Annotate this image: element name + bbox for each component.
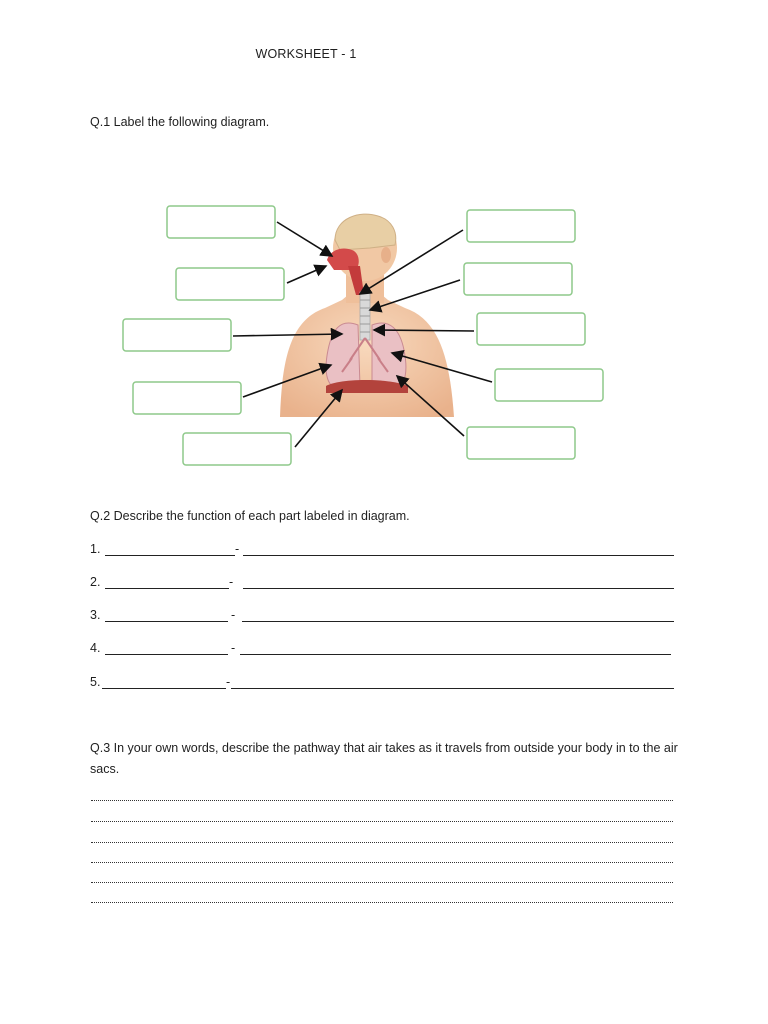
answer-row-5[interactable] <box>90 675 676 691</box>
function-line[interactable] <box>243 588 674 589</box>
label-box-6[interactable] <box>467 210 575 242</box>
answer-row-2[interactable] <box>90 575 676 591</box>
respiratory-illustration <box>120 200 610 475</box>
answer-line-6[interactable] <box>91 902 673 903</box>
question-3: Q.3 In your own words, describe the pathway that air takes as it travels from outside your body in to the air sacs. <box>90 741 678 776</box>
brain <box>335 214 396 250</box>
label-box-5[interactable] <box>183 433 291 465</box>
label-box-8[interactable] <box>477 313 585 345</box>
part-name-line[interactable] <box>105 654 228 655</box>
answer-line-1[interactable] <box>91 800 673 801</box>
row-number: 4. <box>90 641 101 655</box>
answer-line-2[interactable] <box>91 821 673 822</box>
row-dash: - <box>226 675 231 689</box>
answer-line-3[interactable] <box>91 842 673 843</box>
trachea <box>360 292 370 340</box>
label-box-10[interactable] <box>467 427 575 459</box>
respiratory-system-diagram <box>120 200 610 475</box>
label-box-2[interactable] <box>176 268 284 300</box>
function-line[interactable] <box>242 621 674 622</box>
worksheet-title: WORKSHEET - 1 <box>255 47 357 61</box>
label-box-4[interactable] <box>133 382 241 414</box>
function-line[interactable] <box>243 555 674 556</box>
question-1: Q.1 Label the following diagram. <box>90 115 270 129</box>
answer-row-3[interactable] <box>90 608 676 624</box>
row-dash: - <box>231 608 236 622</box>
row-dash: - <box>229 575 234 589</box>
answer-line-4[interactable] <box>91 862 673 863</box>
row-dash: - <box>231 641 236 655</box>
label-box-3[interactable] <box>123 319 231 351</box>
row-dash: - <box>235 542 240 556</box>
answer-row-1[interactable] <box>90 542 676 558</box>
part-name-line[interactable] <box>105 621 228 622</box>
answer-line-5[interactable] <box>91 882 673 883</box>
question-2: Q.2 Describe the function of each part labeled in diagram. <box>90 509 410 523</box>
label-box-1[interactable] <box>167 206 275 238</box>
row-number: 3. <box>90 608 101 622</box>
part-name-line[interactable] <box>105 588 229 589</box>
part-name-line[interactable] <box>102 688 226 689</box>
row-number: 2. <box>90 575 101 589</box>
function-line[interactable] <box>240 654 671 655</box>
row-number: 5. <box>90 675 101 689</box>
row-number: 1. <box>90 542 101 556</box>
function-line[interactable] <box>231 688 674 689</box>
label-box-9[interactable] <box>495 369 603 401</box>
answer-row-4[interactable] <box>90 641 676 657</box>
part-name-line[interactable] <box>105 555 235 556</box>
label-box-7[interactable] <box>464 263 572 295</box>
